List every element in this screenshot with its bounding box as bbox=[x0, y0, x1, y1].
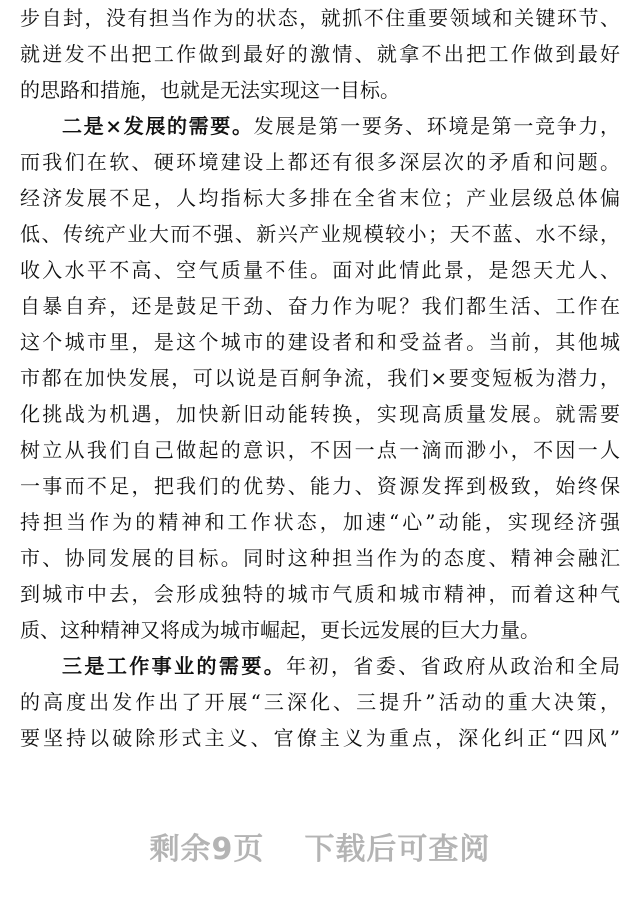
paragraph2-line-15: 质、这种精神又将成为城市崛起，更长远发展的巨大力量。 bbox=[20, 618, 540, 642]
paragraph2-line-6: 自暴自弃，还是鼓足干劲、奋力作为呢？我们都生活、工作在 bbox=[20, 294, 620, 318]
paragraph2-line-3: 经济发展不足，人均指标大多排在全省末位；产业层级总体偏 bbox=[20, 186, 620, 210]
paragraph1-line-1: 步自封，没有担当作为的状态，就抓不住重要领域和关键环节、 bbox=[20, 6, 620, 30]
paragraph2-first-line bbox=[62, 108, 620, 144]
paragraph2-line-8: 市都在加快发展，可以说是百舸争流，我们×要变短板为潜力， bbox=[20, 366, 620, 390]
paragraph2-heading: 二是×发展的需要。 bbox=[62, 114, 254, 138]
paragraph3-first-line bbox=[62, 648, 620, 684]
paragraph2-line-2: 而我们在软、硬环境建设上都还有很多深层次的矛盾和问题。 bbox=[20, 150, 620, 174]
paragraph3-heading: 三是工作事业的需要。 bbox=[62, 654, 287, 678]
download-prompt[interactable] bbox=[0, 830, 640, 870]
remaining-pages-label: 剩余9页 bbox=[149, 832, 265, 867]
paragraph3-line-3: 要坚持以破除形式主义、官僚主义为重点，深化纠正“四风” bbox=[20, 726, 620, 750]
paragraph2-line-10: 树立从我们自己做起的意识，不因一点一滴而渺小，不因一人 bbox=[20, 438, 620, 462]
download-hint-label: 下载后可查阅 bbox=[304, 832, 491, 867]
paragraph2-line-7: 这个城市里，是这个城市的建设者和和受益者。当前，其他城 bbox=[20, 330, 620, 354]
paragraph1-line-3: 的思路和措施，也就是无法实现这一目标。 bbox=[20, 78, 400, 102]
paragraph1-line-2: 就迸发不出把工作做到最好的激情、就拿不出把工作做到最好 bbox=[20, 42, 620, 66]
paragraph2-line-14: 到城市中去，会形成独特的城市气质和城市精神，而着这种气 bbox=[20, 582, 620, 606]
paragraph2-line-11: 一事而不足，把我们的优势、能力、资源发挥到极致，始终保 bbox=[20, 474, 620, 498]
paragraph2-line-12: 持担当作为的精神和工作状态，加速“心”动能，实现经济强 bbox=[20, 510, 620, 534]
paragraph2-first-line-text: 发展是第一要务、环境是第一竞争力， bbox=[253, 114, 620, 138]
paragraph3-line-2: 的高度出发作出了开展“三深化、三提升”活动的重大决策， bbox=[20, 690, 620, 714]
paragraph2-line-9: 化挑战为机遇，加快新旧动能转换，实现高质量发展。就需要 bbox=[20, 402, 620, 426]
paragraph2-line-13: 市、协同发展的目标。同时这种担当作为的态度、精神会融汇 bbox=[20, 546, 620, 570]
paragraph2-line-5: 收入水平不高、空气质量不佳。面对此情此景，是怨天尤人、 bbox=[20, 258, 620, 282]
paragraph2-line-4: 低、传统产业大而不强、新兴产业规模较小；天不蓝、水不绿， bbox=[20, 222, 620, 246]
paragraph3-first-line-text: 年初，省委、省政府从政治和全局 bbox=[286, 654, 620, 678]
